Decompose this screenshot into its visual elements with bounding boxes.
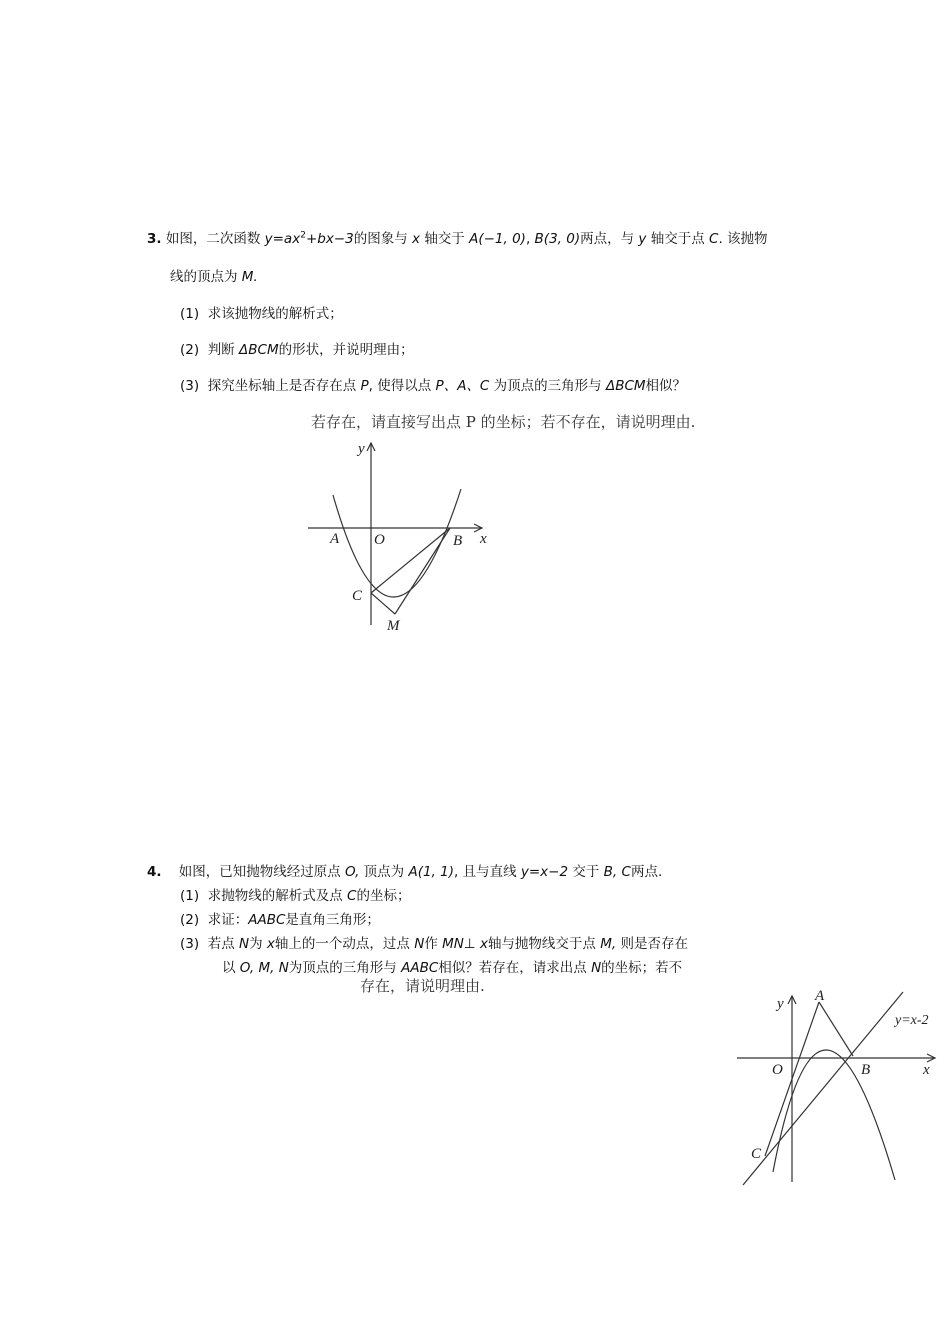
text: 轴交于 [424, 231, 470, 247]
text: , 且与直线 [454, 864, 521, 880]
problem4-figure [735, 990, 945, 1194]
question-number: (3) [180, 936, 200, 952]
label-c: C [352, 588, 363, 604]
points: B, C [603, 864, 631, 880]
label-b: B [861, 1062, 871, 1078]
point-c: C [347, 888, 357, 904]
line-equation: y=x−2 [520, 864, 569, 880]
text: 两点，与 [580, 231, 639, 247]
equation: y=ax [264, 231, 301, 247]
problem3-q2 [180, 338, 414, 358]
question-text: 轴上的一个动点，过点 [274, 936, 415, 952]
equation: +bx−3 [305, 231, 354, 247]
x-label: x [923, 1062, 930, 1078]
problem4-q3-line3: 存在，请说明理由. [360, 977, 485, 995]
text: , [525, 231, 535, 247]
var: x [266, 936, 275, 952]
problem3-line2 [170, 265, 258, 285]
question-text: 轴与抛物线交于点 [487, 936, 601, 952]
question-text: ⊥ [463, 936, 480, 952]
label-a: A [330, 531, 340, 547]
point-p: P [360, 378, 369, 394]
triangle: AABC [401, 960, 439, 976]
points: O, M, N [239, 960, 289, 976]
var: x [412, 231, 421, 247]
question-text: 若点 [207, 936, 240, 952]
point-c: C [709, 231, 719, 247]
question-text: 为 [249, 936, 267, 952]
problem4-q1 [180, 884, 410, 904]
points: P、A、C [435, 378, 490, 394]
point-o: O, [345, 864, 360, 880]
y-label: y [777, 996, 784, 1012]
problem3-number: 3. [147, 231, 162, 247]
question-text: 作 [424, 936, 443, 952]
triangle: ΔBCM [605, 378, 646, 394]
segment-mb [395, 528, 450, 614]
question-number: (3) [180, 378, 200, 394]
segment-cm [371, 593, 395, 614]
problem3-line1 [147, 227, 768, 247]
question-text: 为顶点的三角形与 [288, 960, 402, 976]
label-o: O [374, 532, 385, 548]
problem3-figure [300, 435, 500, 644]
text: 线的顶点为 [170, 269, 242, 285]
question-text: 为顶点的三角形与 [489, 378, 606, 394]
parabola [333, 489, 461, 597]
problem4-line1 [147, 860, 662, 880]
question-text: 探究坐标轴上是否存在点 [207, 378, 361, 394]
problem4-q3 [180, 932, 688, 952]
label-c: C [751, 1146, 762, 1162]
label-a: A [815, 990, 825, 1004]
question-text: 相似？若存在，请求出点 [438, 960, 592, 976]
question-text: 的坐标； [356, 888, 411, 904]
text: 交于 [568, 864, 604, 880]
problem3-q3 [180, 374, 686, 394]
line-label: y=x-2 [895, 1013, 929, 1028]
text: 如图，已知抛物线经过原点 [178, 864, 345, 880]
question-text: , 使得以点 [368, 378, 436, 394]
question-number: (1) [180, 306, 200, 322]
question-number: (1) [180, 888, 200, 904]
triangle: ΔBCM [239, 342, 279, 358]
question-text: 判断 [207, 342, 240, 358]
question-text: 的坐标；若不 [601, 960, 683, 976]
problem3-q1 [180, 302, 343, 322]
question-text: 求该抛物线的解析式； [207, 306, 343, 322]
point-n: N [239, 936, 250, 952]
text: 顶点为 [359, 864, 409, 880]
exponent: 2 [300, 230, 306, 241]
problem4-q2 [180, 908, 380, 928]
problem4-number: 4. [147, 864, 162, 880]
segment-mn: MN [442, 936, 464, 952]
text: 如图，二次函数 [165, 231, 265, 247]
question-number: (2) [180, 342, 200, 358]
question-text: 则是否存在 [616, 936, 688, 952]
triangle: AABC [248, 912, 286, 928]
problem3-q3-continuation: 若存在，请直接写出点 P 的坐标；若不存在，请说明理由. [311, 413, 696, 431]
question-text: 相似？ [645, 378, 687, 394]
text: . 该抛物 [718, 231, 768, 247]
y-label: y [358, 441, 365, 457]
line-y-eq-x-minus-2 [743, 992, 903, 1185]
question-text: 求抛物线的解析式及点 [207, 888, 348, 904]
problem4-q3-line2 [222, 956, 682, 976]
question-text: 是直角三角形； [285, 912, 380, 928]
question-text: 以 [222, 960, 240, 976]
var: x [479, 936, 488, 952]
point-n: N [591, 960, 602, 976]
text: 轴交于点 [650, 231, 709, 247]
var: y [638, 231, 647, 247]
label-o: O [772, 1062, 783, 1078]
label-b: B [453, 533, 463, 549]
segment-ab [819, 1002, 853, 1056]
point-a: A(−1, 0) [469, 231, 526, 247]
point-m: M, [600, 936, 617, 952]
question-text: 求证： [207, 912, 249, 928]
parabola [773, 1050, 895, 1180]
x-label: x [480, 531, 487, 547]
point-b: B(3, 0) [534, 231, 581, 247]
question-text: 的形状，并说明理由； [278, 342, 414, 358]
point-a: A(1, 1) [408, 864, 454, 880]
text: 的图象与 [353, 231, 413, 247]
point-n: N [414, 936, 425, 952]
point-m: M. [241, 269, 258, 285]
question-number: (2) [180, 912, 200, 928]
text: 两点. [630, 864, 663, 880]
label-m: M [387, 618, 400, 634]
